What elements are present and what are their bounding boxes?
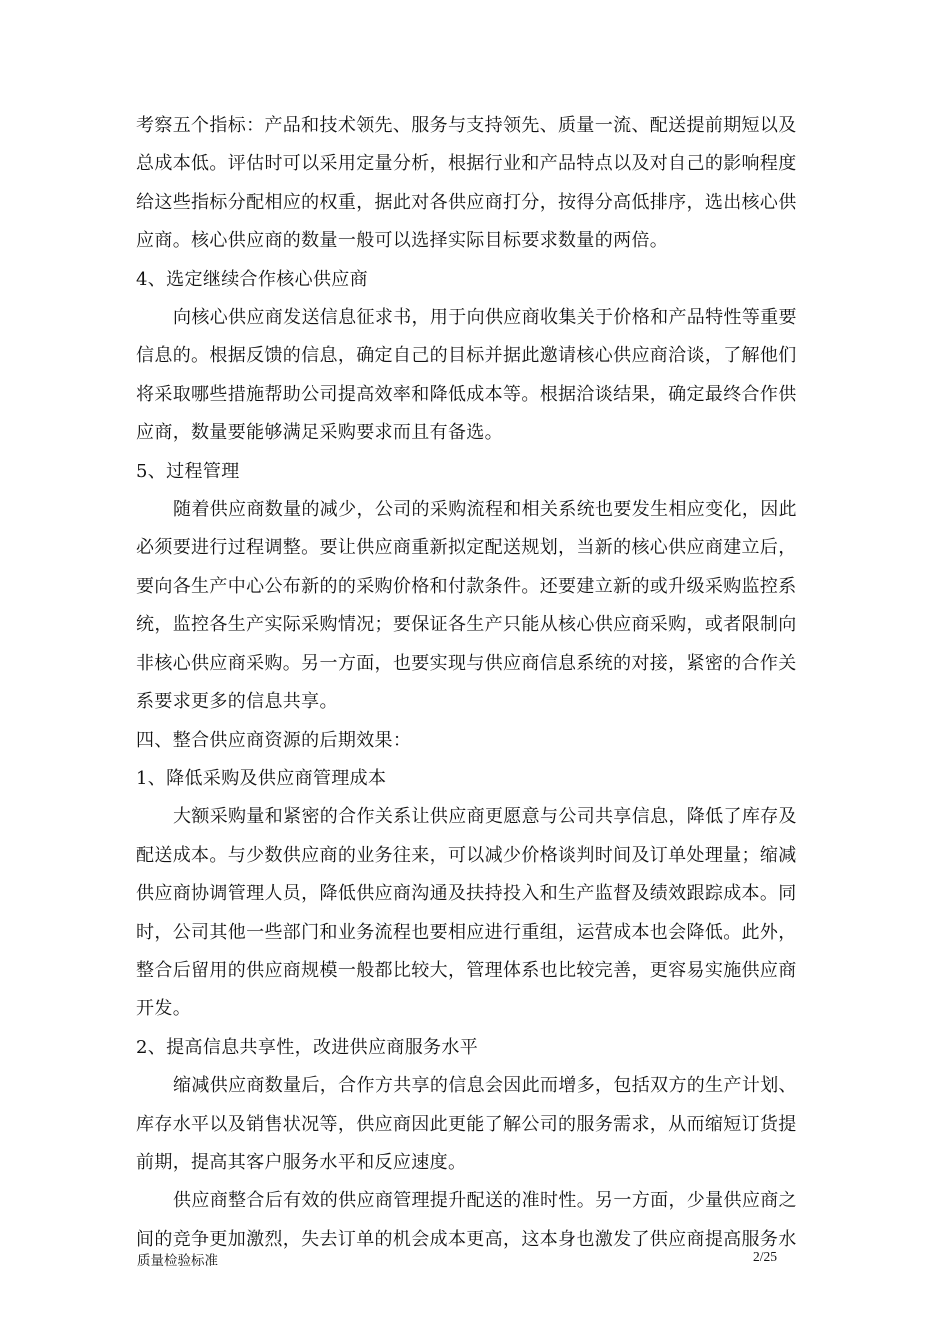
footer-title: 质量检验标准 <box>137 1253 218 1269</box>
text-line: 5、过程管理 <box>136 460 240 482</box>
text-line: 开发。 <box>136 998 192 1020</box>
text-line: 配送成本。与少数供应商的业务往来，可以减少价格谈判时间及订单处理量；缩减 <box>136 844 797 866</box>
text-line: 缩减供应商数量后，合作方共享的信息会因此而增多，包括双方的生产计划、 <box>173 1075 797 1097</box>
text-line: 给这些指标分配相应的权重，据此对各供应商打分，按得分高低排序，选出核心供 <box>136 191 797 213</box>
text-line: 应商。核心供应商的数量一般可以选择实际目标要求数量的两倍。 <box>136 230 669 252</box>
text-line: 4、选定继续合作核心供应商 <box>136 268 369 290</box>
text-line: 要向各生产中心公布新的的采购价格和付款条件。还要建立新的或升级采购监控系 <box>136 575 797 597</box>
text-line: 考察五个指标：产品和技术领先、服务与支持领先、质量一流、配送提前期短以及 <box>136 115 797 136</box>
text-line: 非核心供应商采购。另一方面，也要实现与供应商信息系统的对接，紧密的合作关 <box>136 652 797 674</box>
text-line: 大额采购量和紧密的合作关系让供应商更愿意与公司共享信息，降低了库存及 <box>173 806 797 828</box>
text-line: 前期，提高其客户服务水平和反应速度。 <box>136 1151 467 1173</box>
text-line: 间的竞争更加激烈，失去订单的机会成本更高，这本身也激发了供应商提高服务水 <box>136 1228 797 1250</box>
text-line: 信息的。根据反馈的信息，确定自己的目标并据此邀请核心供应商洽谈，了解他们 <box>136 345 797 367</box>
text-line: 统，监控各生产实际采购情况；要保证各生产只能从核心供应商采购，或者限制向 <box>136 614 797 636</box>
text-line: 应商，数量要能够满足采购要求而且有备选。 <box>136 422 503 444</box>
text-line: 总成本低。评估时可以采用定量分析，根据行业和产品特点以及对自己的影响程度 <box>136 153 797 175</box>
page-number: 2/25 <box>753 1249 778 1264</box>
text-line: 四、整合供应商资源的后期效果： <box>136 729 412 751</box>
text-line: 随着供应商数量的减少，公司的采购流程和相关系统也要发生相应变化，因此 <box>173 499 797 521</box>
text-line: 向核心供应商发送信息征求书，用于向供应商收集关于价格和产品特性等重要 <box>173 307 797 329</box>
text-line: 整合后留用的供应商规模一般都比较大，管理体系也比较完善，更容易实施供应商 <box>136 959 797 981</box>
body-text <box>136 107 830 1259</box>
text-line: 库存水平以及销售状况等，供应商因此更能了解公司的服务需求，从而缩短订货提 <box>136 1113 797 1135</box>
text-line: 供应商协调管理人员，降低供应商沟通及扶持投入和生产监督及绩效跟踪成本。同 <box>136 883 797 905</box>
text-line: 1、降低采购及供应商管理成本 <box>136 767 387 789</box>
text-line: 供应商整合后有效的供应商管理提升配送的准时性。另一方面，少量供应商之 <box>173 1190 797 1212</box>
text-line: 将采取哪些措施帮助公司提高效率和降低成本等。根据洽谈结果，确定最终合作供 <box>136 383 797 405</box>
text-line: 必须要进行过程调整。要让供应商重新拟定配送规划，当新的核心供应商建立后， <box>136 537 797 559</box>
text-line: 时，公司其他一些部门和业务流程也要相应进行重组，运营成本也会降低。此外， <box>136 921 797 943</box>
text-line: 2、提高信息共享性，改进供应商服务水平 <box>136 1036 479 1058</box>
text-line: 系要求更多的信息共享。 <box>136 691 338 713</box>
